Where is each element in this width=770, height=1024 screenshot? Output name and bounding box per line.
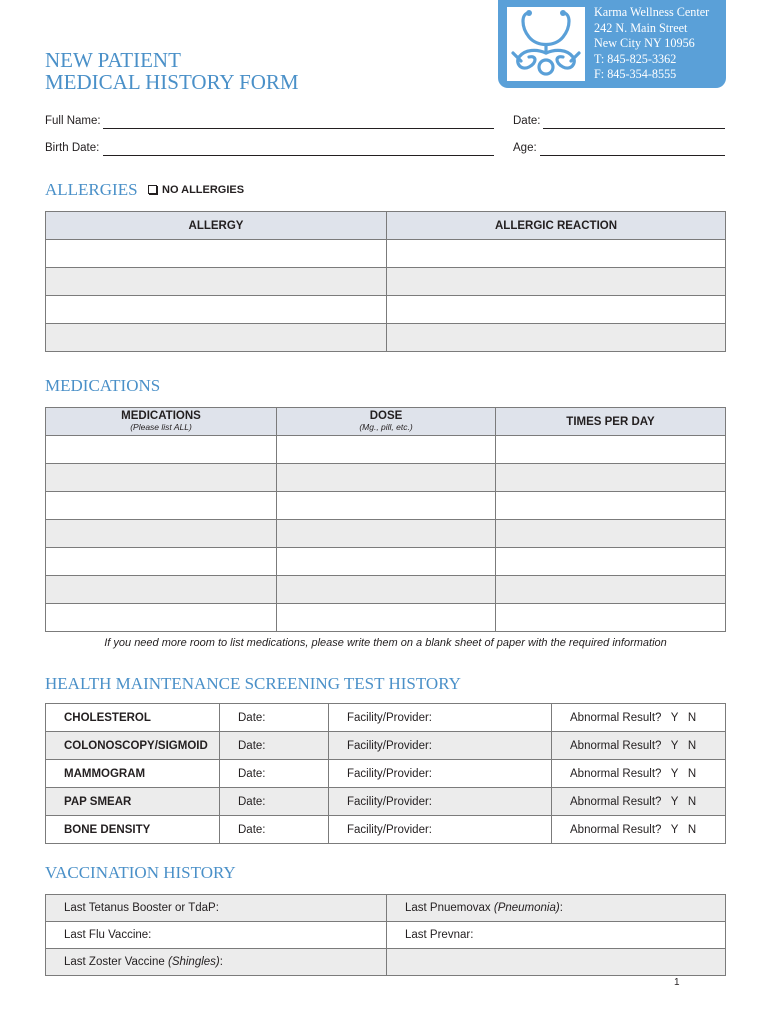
medications-col-subtitle: (Please list ALL)	[130, 421, 192, 432]
medications-col-header	[46, 408, 277, 436]
allergies-heading: ALLERGIES	[45, 180, 138, 199]
medications-note: If you need more room to list medications, please write them on a blank sheet of paper with the required information	[104, 637, 667, 649]
test-date-field[interactable]: Date:	[220, 732, 329, 760]
test-name: CHOLESTEROL	[46, 704, 220, 732]
table-cell[interactable]	[496, 548, 726, 576]
date-label: Date:	[513, 115, 541, 127]
table-row	[46, 548, 726, 576]
table-row	[46, 732, 726, 760]
full-name-field[interactable]	[103, 128, 494, 129]
test-facility-field[interactable]: Facility/Provider:	[329, 788, 552, 816]
table-row	[46, 760, 726, 788]
age-field[interactable]	[540, 155, 725, 156]
times-col-header: TIMES PER DAY	[496, 408, 726, 436]
tetanus-field[interactable]: Last Tetanus Booster or TdaP:	[46, 895, 387, 922]
health-screening-table	[45, 703, 726, 844]
test-abnormal-field[interactable]: Abnormal Result? Y N	[552, 788, 726, 816]
test-date-field[interactable]: Date:	[220, 816, 329, 844]
page-number: 1	[674, 977, 680, 988]
allergies-table	[45, 211, 726, 352]
zoster-label: Last Zoster Vaccine	[64, 956, 168, 968]
table-row	[46, 296, 726, 324]
no-allergies-option[interactable]	[148, 184, 244, 196]
pneumovax-field[interactable]	[387, 895, 726, 922]
medications-table	[45, 407, 726, 632]
table-row	[46, 268, 726, 296]
table-cell[interactable]	[277, 436, 496, 464]
pneumovax-note: (Pneumonia)	[493, 902, 560, 914]
table-row	[46, 816, 726, 844]
table-cell[interactable]	[387, 324, 726, 352]
zoster-note: (Shingles)	[167, 956, 220, 968]
test-abnormal-field[interactable]: Abnormal Result? Y N	[552, 732, 726, 760]
table-cell[interactable]	[496, 492, 726, 520]
health-screening-heading: HEALTH MAINTENANCE SCREENING TEST HISTORY	[45, 674, 461, 693]
test-facility-field[interactable]: Facility/Provider:	[329, 816, 552, 844]
medications-col-title: MEDICATIONS	[121, 409, 201, 422]
full-name-label: Full Name:	[45, 115, 101, 127]
table-cell[interactable]	[46, 604, 277, 632]
zoster-colon: :	[219, 956, 223, 968]
dose-col-title: DOSE	[369, 409, 403, 422]
table-cell[interactable]	[277, 520, 496, 548]
allergy-col-header: ALLERGY	[46, 212, 387, 240]
birth-date-label: Birth Date:	[45, 142, 100, 154]
table-cell[interactable]	[277, 576, 496, 604]
flu-field[interactable]: Last Flu Vaccine:	[46, 922, 387, 949]
table-row	[46, 436, 726, 464]
test-facility-field[interactable]: Facility/Provider:	[329, 760, 552, 788]
table-cell[interactable]	[277, 492, 496, 520]
table-cell[interactable]	[46, 492, 277, 520]
table-cell[interactable]	[496, 576, 726, 604]
table-row	[46, 240, 726, 268]
test-name: BONE DENSITY	[46, 816, 220, 844]
test-name: PAP SMEAR	[46, 788, 220, 816]
age-label: Age:	[513, 142, 537, 154]
date-field[interactable]	[543, 128, 725, 129]
table-cell[interactable]	[277, 548, 496, 576]
table-row	[46, 464, 726, 492]
vaccination-heading: VACCINATION HISTORY	[45, 863, 236, 882]
no-allergies-checkbox[interactable]	[148, 185, 157, 194]
test-date-field[interactable]: Date:	[220, 788, 329, 816]
table-cell[interactable]	[46, 464, 277, 492]
table-cell[interactable]	[496, 436, 726, 464]
table-cell[interactable]	[496, 520, 726, 548]
test-abnormal-field[interactable]: Abnormal Result? Y N	[552, 760, 726, 788]
table-cell[interactable]	[46, 324, 387, 352]
table-cell[interactable]	[496, 604, 726, 632]
clinic-city: New City NY 10956	[594, 36, 695, 50]
test-facility-field[interactable]: Facility/Provider:	[329, 732, 552, 760]
prevnar-field[interactable]: Last Prevnar:	[387, 922, 726, 949]
test-date-field[interactable]: Date:	[220, 704, 329, 732]
stethoscope-logo-icon	[507, 7, 585, 81]
clinic-fax: F: 845-354-8555	[594, 67, 677, 81]
dose-col-header	[277, 408, 496, 436]
pneumovax-label: Last Pnuemovax	[405, 902, 494, 914]
vaccination-table	[45, 894, 726, 976]
title-line-1: NEW PATIENT	[45, 48, 181, 72]
table-row	[46, 788, 726, 816]
clinic-name: Karma Wellness Center	[594, 5, 710, 19]
dose-col-subtitle: (Mg., pill, etc.)	[359, 421, 413, 432]
table-row	[46, 576, 726, 604]
table-row	[46, 922, 726, 949]
table-cell[interactable]	[387, 949, 726, 976]
table-cell[interactable]	[277, 464, 496, 492]
title-line-2: MEDICAL HISTORY FORM	[45, 70, 299, 94]
table-cell[interactable]	[46, 548, 277, 576]
table-cell[interactable]	[46, 240, 387, 268]
clinic-street: 242 N. Main Street	[594, 20, 688, 35]
test-abnormal-field[interactable]: Abnormal Result? Y N	[552, 704, 726, 732]
birth-date-field[interactable]	[103, 155, 494, 156]
table-cell[interactable]	[46, 436, 277, 464]
test-facility-field[interactable]: Facility/Provider:	[329, 704, 552, 732]
reaction-col-header: ALLERGIC REACTION	[387, 212, 726, 240]
table-cell[interactable]	[46, 296, 387, 324]
table-cell[interactable]	[387, 240, 726, 268]
table-cell[interactable]	[387, 296, 726, 324]
pneumovax-colon: :	[559, 902, 563, 914]
table-row	[46, 520, 726, 548]
table-cell[interactable]	[387, 268, 726, 296]
test-abnormal-field[interactable]: Abnormal Result? Y N	[552, 816, 726, 844]
zoster-field[interactable]	[46, 949, 387, 976]
table-row	[46, 324, 726, 352]
medications-heading: MEDICATIONS	[45, 376, 161, 395]
table-cell[interactable]	[46, 268, 387, 296]
clinic-phone: T: 845-825-3362	[594, 51, 677, 66]
table-row	[46, 492, 726, 520]
page-title	[45, 49, 299, 93]
table-cell[interactable]	[277, 604, 496, 632]
clinic-address	[594, 5, 709, 83]
table-row	[46, 604, 726, 632]
test-name: COLONOSCOPY/SIGMOID	[46, 732, 220, 760]
table-cell[interactable]	[496, 464, 726, 492]
table-row	[46, 704, 726, 732]
table-row	[46, 895, 726, 922]
test-name: MAMMOGRAM	[46, 760, 220, 788]
table-cell[interactable]	[46, 576, 277, 604]
test-date-field[interactable]: Date:	[220, 760, 329, 788]
table-row	[46, 949, 726, 976]
no-allergies-label: NO ALLERGIES	[162, 184, 245, 196]
table-cell[interactable]	[46, 520, 277, 548]
